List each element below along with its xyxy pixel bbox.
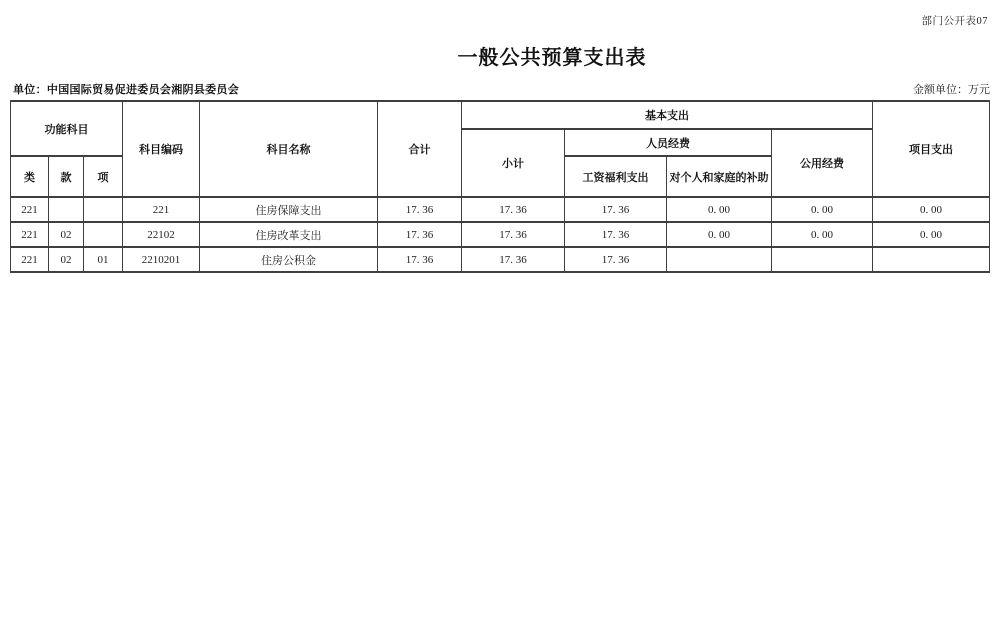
doc-number: 部门公开表07 [921,16,988,27]
cell-category: 221 [11,222,49,247]
cell-category: 221 [11,197,49,222]
cell-total: 17. 36 [378,197,462,222]
budget-table [10,100,990,273]
cell-wage-welfare: 17. 36 [565,247,667,272]
cell-category: 221 [11,247,49,272]
cell-subject-name: 住房改革支出 [200,222,378,247]
cell-item: 02 [49,222,84,247]
cell-wage-welfare: 17. 36 [565,222,667,247]
cell-project-expenditure [873,247,990,272]
header-wage-welfare: 工资福利支出 [565,156,667,197]
cell-subtotal: 17. 36 [462,247,565,272]
cell-total: 17. 36 [378,247,462,272]
cell-item [49,197,84,222]
cell-subject-name: 住房保障支出 [200,197,378,222]
cell-sub-item [84,222,123,247]
header-subtotal: 小计 [462,129,565,197]
cell-wage-welfare: 17. 36 [565,197,667,222]
header-item: 款 [49,156,84,197]
cell-individual-family-subsidy: 0. 00 [667,222,772,247]
cell-subject-code: 221 [123,197,200,222]
cell-item: 02 [49,247,84,272]
cell-subtotal: 17. 36 [462,222,565,247]
cell-subject-code: 2210201 [123,247,200,272]
cell-project-expenditure: 0. 00 [873,222,990,247]
cell-public-funds [772,247,873,272]
table-row [11,222,990,247]
cell-subject-code: 22102 [123,222,200,247]
header-basic-expenditure: 基本支出 [462,101,873,129]
table-row [11,197,990,222]
cell-public-funds: 0. 00 [772,197,873,222]
cell-total: 17. 36 [378,222,462,247]
cell-subtotal: 17. 36 [462,197,565,222]
header-category: 类 [11,156,49,197]
header-individual-family-subsidy: 对个人和家庭的补助 [667,156,772,197]
header-total: 合计 [378,101,462,197]
unit-label: 单位：中国国际贸易促进委员会湘阴县委员会 [13,84,239,96]
table-row [11,247,990,272]
header-sub-item: 项 [84,156,123,197]
cell-subject-name: 住房公积金 [200,247,378,272]
cell-project-expenditure: 0. 00 [873,197,990,222]
header-public-funds: 公用经费 [772,129,873,197]
header-project-expenditure: 项目支出 [873,101,990,197]
header-subject-code: 科目编码 [123,101,200,197]
header-personnel-funds: 人员经费 [565,129,772,156]
cell-sub-item: 01 [84,247,123,272]
cell-sub-item [84,197,123,222]
amount-unit-label: 金额单位：万元 [913,84,990,96]
page-title: 一般公共预算支出表 [457,47,647,69]
cell-individual-family-subsidy [667,247,772,272]
meta-row [13,81,990,97]
cell-public-funds: 0. 00 [772,222,873,247]
header-functional-subject: 功能科目 [11,101,123,156]
header-subject-name: 科目名称 [200,101,378,197]
header-row-1 [11,101,990,129]
cell-individual-family-subsidy: 0. 00 [667,197,772,222]
